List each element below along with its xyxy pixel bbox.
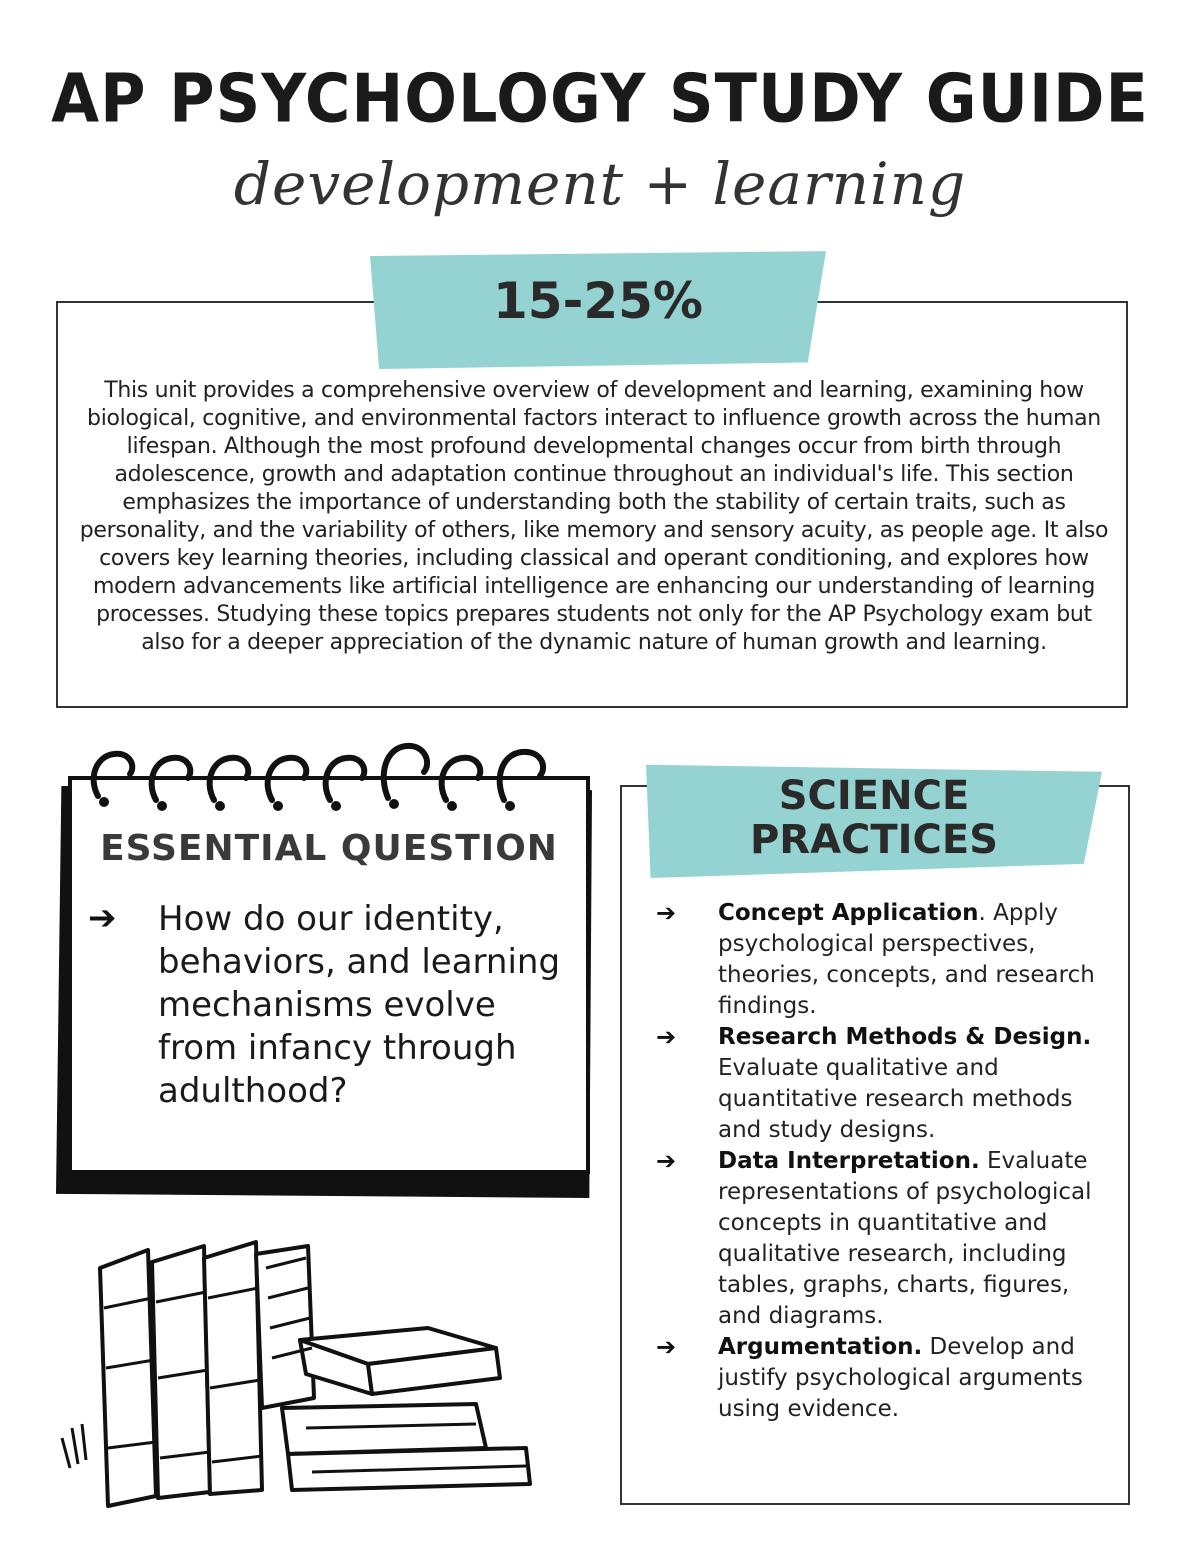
science-practices-heading [646,774,1102,862]
practice-description: Develop and justify psychological arguments using evidence. [718,1334,1083,1422]
arrow-bullet-icon: ➔ [656,899,677,927]
essential-question-heading: ESSENTIAL QUESTION [100,828,558,869]
list-item [656,1332,1096,1425]
arrow-bullet-icon: ➔ [656,1333,677,1361]
practice-title: Research Methods & Design. [718,1024,1092,1050]
practice-description: Evaluate representations of psychological concepts in quantitative and qualitative research, including tables, graphs, charts, figures, and diagrams. [718,1148,1092,1329]
arrow-bullet-icon: ➔ [656,1023,677,1051]
practice-description: Evaluate qualitative and quantitative research methods and study designs. [718,1055,1073,1143]
page-title: AP PSYCHOLOGY STUDY GUIDE [51,59,1149,138]
list-item [656,1022,1096,1146]
arrow-bullet-icon: ➔ [656,1147,677,1175]
list-item [656,898,1096,1022]
science-practices-heading-line1: SCIENCE [778,773,970,819]
practice-title: Concept Application [718,900,979,926]
overview-text: This unit provides a comprehensive overview of development and learning, examining how biological, cognitive, and environmental factors interact to influence growth across the human lifespan. Although the most profound developmental changes occur from birth through adolescence, growth and adaptation continue throughout an individual's life. This section emphasizes the importance of understanding both the stability of certain traits, such as personality, and the variability of others, like memory and sensory acuity, as people age. It also covers key learning theories, including classical and operant conditioning, and explores how modern advancements like artificial intelligence are enhancing our understanding of learning processes. Studying these topics prepares students not only for the AP Psychology exam but also for a deeper appreciation of the dynamic nature of human growth and learning. [79,378,1109,655]
list-item [656,1146,1096,1332]
science-practices-heading-line2: PRACTICES [749,817,999,863]
practice-title: Data Interpretation. [718,1148,980,1174]
practice-title: Argumentation. [718,1334,923,1360]
essential-question-text: How do our identity, behaviors, and learning mechanisms evolve from infancy through adulthood? [158,899,561,1111]
books-illustration-icon [56,1228,596,1508]
science-practices-list [656,898,1096,1425]
exam-weight: 15-25% [492,272,703,330]
practice-description: . Apply psychological perspectives, theories, concepts, and research findings. [718,900,1095,1019]
page-subtitle: development + learning [233,150,967,218]
spiral-rings-icon [86,738,556,818]
arrow-bullet-icon: ➔ [88,898,117,938]
